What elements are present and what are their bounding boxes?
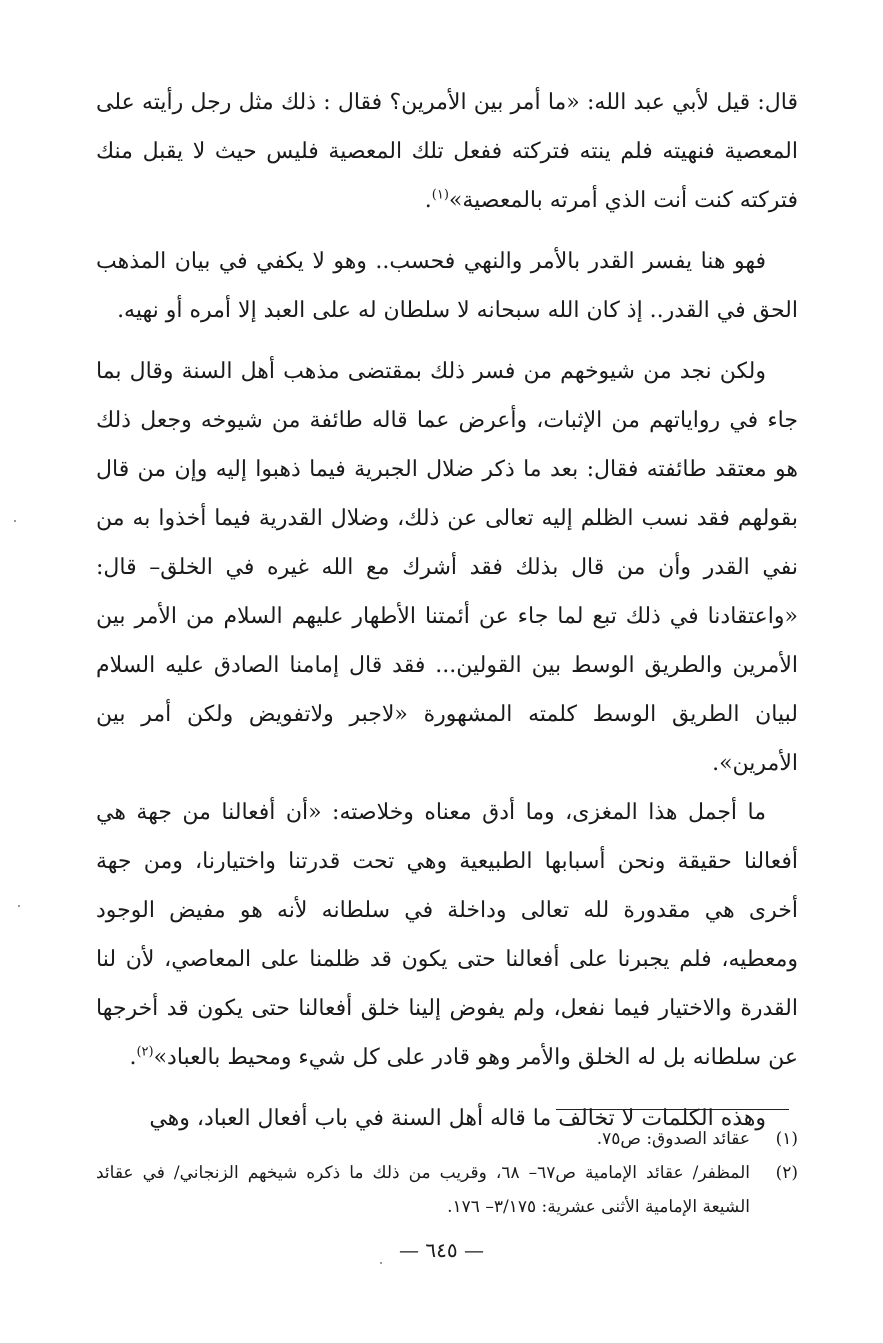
- scan-speck: [380, 1262, 382, 1264]
- paragraph-4-end: .: [129, 1045, 137, 1070]
- paragraph-4-text: ما أجمل هذا المغزى، وما أدق معناه وخلاصته: «أن أفعالنا من جهة هي أفعالنا حقيقة ونحن أسبابها الطبيعية وهي تحت قدرتنا واختيارنا، ومن جهة أخرى هي مقدورة لله تعالى وداخلة في سلطانه لأنه هو مفيض الوجود ومعطيه، فلم يجبرنا على أفعالنا حتى يكون قد ظلمنا على المعاصي، لأن لنا القدرة والاختيار فيما نفعل، ولم يفوض إلينا خلق أفعالنا حتى يكون قد أخرجها عن سلطانه بل له الخلق والأمر وهو قادر على كل شيء ومحيط بالعباد»: [96, 800, 798, 1070]
- footnote-2-number: (٢): [775, 1163, 798, 1183]
- paragraph-1-end: .: [424, 188, 432, 213]
- paragraph-3: ولكن نجد من شيوخهم من فسر ذلك بمقتضى مذهب أهل السنة وقال بما جاء في رواياتهم من الإثبات، وأعرض عما قاله طائفة من شيوخه وجعل ذلك هو معتقد طائفته فقال: بعد ما ذكر ضلال الجبرية فيما ذهبوا إليه وإن من قال بقولهم فقد نسب الظلم إليه تعالى عن ذلك، وضلال القدرية فيما أخذوا به من نفي القدر وأن من قال بذلك فقد أشرك مع الله غيره في الخلق– قال: «واعتقادنا في ذلك تبع لما جاء عن أئمتنا الأطهار عليهم السلام من الأمر بين الأمرين والطريق الوسط بين القولين... فقد قال إمامنا الصادق عليه السلام لبيان الطريق الوسط كلمته المشهورة «لاجبر ولاتفويض ولكن أمر بين الأمرين».: [96, 359, 798, 776]
- footnote-2: [96, 1156, 798, 1224]
- page-number: — ٦٤٥ —: [399, 1238, 484, 1262]
- paragraph-5: وهذه الكلمات لا تخالف ما قاله أهل السنة في باب أفعال العباد، وهي: [149, 1106, 766, 1131]
- footnote-separator: [556, 1109, 789, 1110]
- footnote-1-text: عقائد الصدوق: ص٧٥.: [596, 1129, 750, 1149]
- paragraph-2: فهو هنا يفسر القدر بالأمر والنهي فحسب.. وهو لا يكفي في بيان المذهب الحق في القدر.. إذ كان الله سبحانه لا سلطان له على العبد إلا أمره أو نهيه.: [96, 249, 798, 323]
- scan-speck: [18, 905, 20, 907]
- paragraph-1-text: قال: قيل لأبي عبد الله: «ما أمر بين الأمرين؟ فقال : ذلك مثل رجل رأيته على المعصية فنهيته فلم ينته فتركته ففعل تلك المعصية فليس حيث لا يقبل منك فتركته كنت أنت الذي أمرته بالمعصية»: [96, 90, 798, 213]
- footnote-1-number: (١): [775, 1129, 798, 1149]
- footnote-2-text: المظفر/ عقائد الإمامية ص٦٧– ٦٨، وقريب من ذلك ما ذكره شيخهم الزنجاني/ في عقائد الشيعة الإمامية الأثنى عشرية: ٣/١٧٥– ١٧٦.: [96, 1163, 751, 1217]
- scan-speck: [14, 520, 16, 522]
- paragraph-1: [96, 78, 798, 225]
- footnote-1: [96, 1122, 798, 1156]
- footnote-ref-2: (٢): [136, 1044, 154, 1060]
- paragraph-4: [96, 788, 798, 1082]
- footnote-ref-1: (١): [431, 187, 449, 203]
- footnotes: [96, 1122, 798, 1224]
- main-text: [96, 78, 798, 1143]
